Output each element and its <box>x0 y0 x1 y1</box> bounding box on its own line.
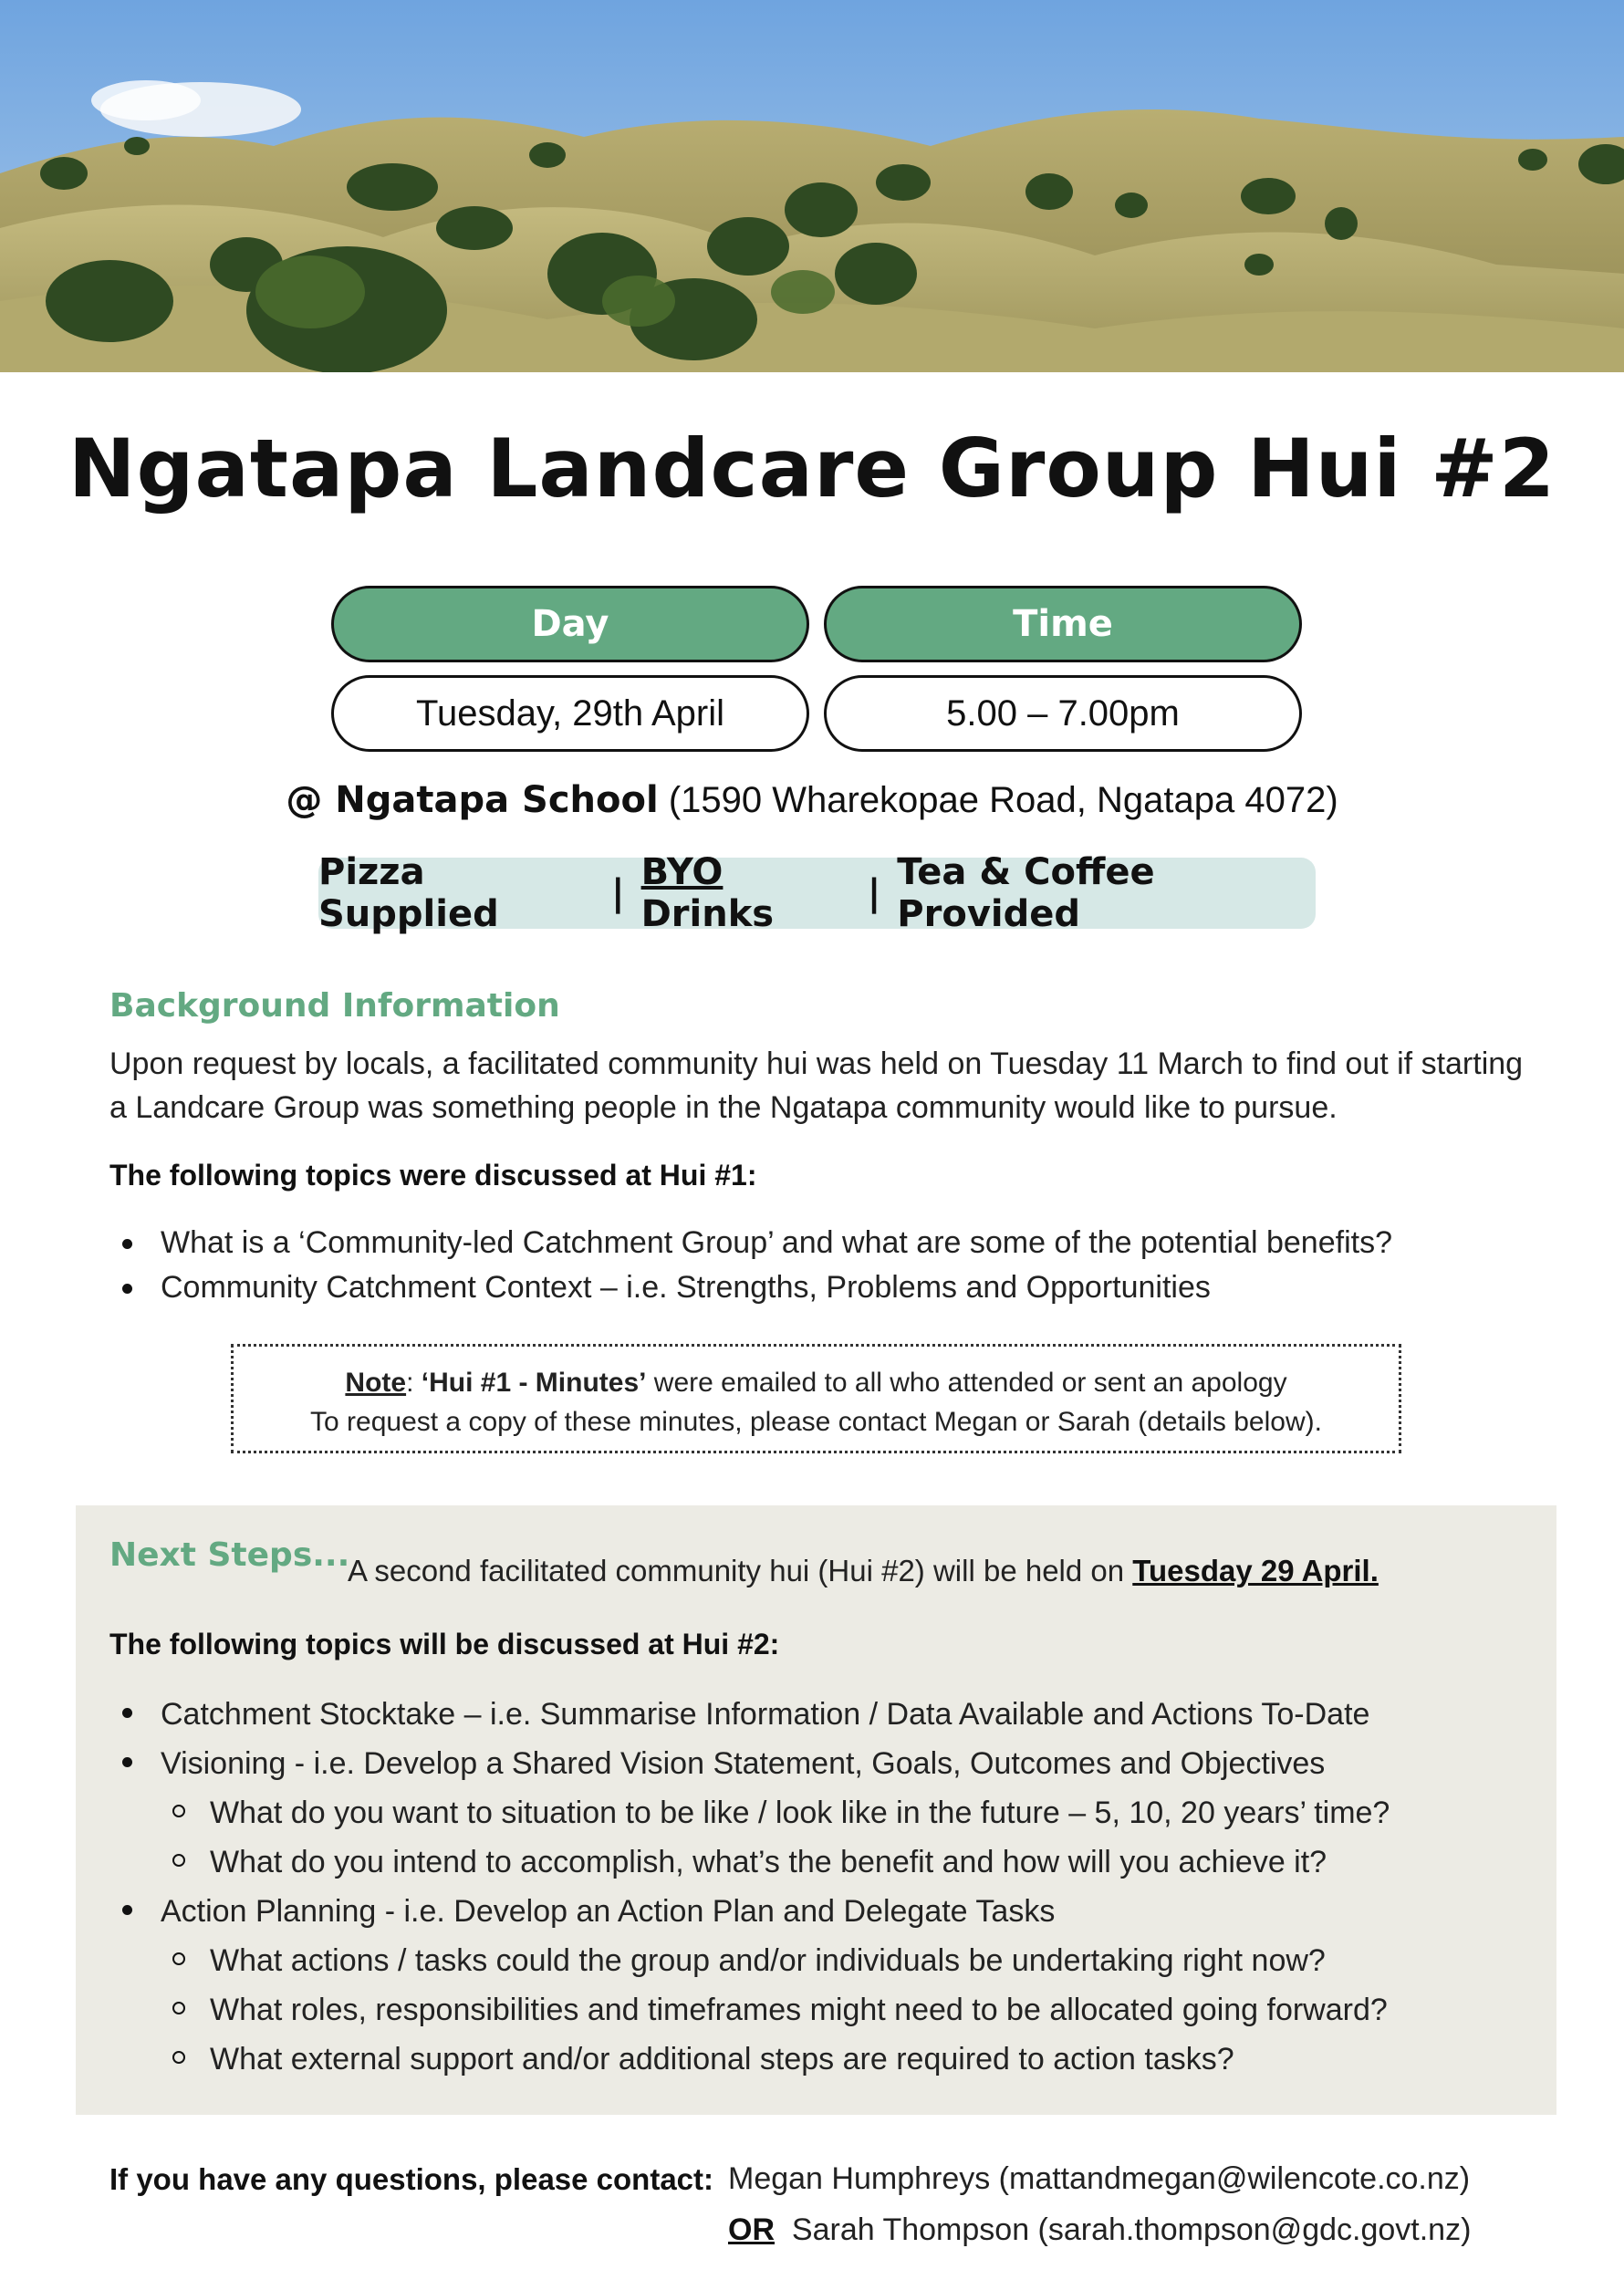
hui2-topics-list <box>109 1690 1390 2084</box>
day-value-pill: Tuesday, 29th April <box>331 675 809 752</box>
perk-drinks <box>641 851 851 935</box>
location-line <box>0 779 1624 821</box>
contact-megan[interactable]: Megan Humphreys (mattandmegan@wilencote.co.nz) <box>728 2161 1471 2196</box>
hero-landscape-image <box>0 0 1624 372</box>
location-venue: @ Ngatapa School <box>286 779 659 821</box>
list-subitem: What actions / tasks could the group and/or individuals be undertaking right now? <box>109 1936 1390 1985</box>
hui1-topics-list <box>109 1221 1392 1310</box>
time-header-pill: Time <box>824 586 1302 662</box>
list-subitem: What do you want to situation to be like / look like in the future – 5, 10, 20 years’ time? <box>109 1788 1390 1837</box>
background-heading: Background Information <box>109 987 560 1025</box>
note-line-1 <box>234 1363 1399 1402</box>
hui2-topics-heading: The following topics will be discussed at Hui #2: <box>109 1628 780 1660</box>
perk-separator: | <box>610 872 625 914</box>
note-minutes-title: ‘Hui #1 - Minutes’ <box>421 1368 647 1398</box>
contact-label: If you have any questions, please contact: <box>109 2162 714 2196</box>
day-header-pill: Day <box>331 586 809 662</box>
list-subitem: What external support and/or additional steps are required to action tasks? <box>109 2035 1390 2084</box>
note-line-2: To request a copy of these minutes, please contact Megan or Sarah (details below). <box>310 1407 1322 1437</box>
perk-byo: BYO <box>640 851 724 893</box>
contact-sarah[interactable]: Sarah Thompson (sarah.thompson@gdc.govt.nz) <box>791 2212 1472 2247</box>
next-hui-date: Tuesday 29 April. <box>1132 1554 1379 1587</box>
note-label: Note <box>345 1368 407 1398</box>
perk-tea-coffee: Tea & Coffee Provided <box>897 851 1155 935</box>
list-item: What is a ‘Community-led Catchment Group’ and what are some of the potential benefits? <box>109 1221 1392 1265</box>
contact-or: OR <box>728 2212 775 2247</box>
time-value-pill: 5.00 – 7.00pm <box>824 675 1302 752</box>
perk-separator: | <box>867 872 881 914</box>
note-colon: : <box>406 1368 414 1398</box>
page-title: Ngatapa Landcare Group Hui #2 <box>68 422 1556 515</box>
hui1-topics-heading: The following topics were discussed at Hui #1: <box>109 1159 757 1192</box>
list-subitem: What roles, responsibilities and timeframes might need to be allocated going forward? <box>109 1985 1390 2035</box>
note-line-1-rest: were emailed to all who attended or sent an apology <box>646 1368 1287 1398</box>
list-item: Visioning - i.e. Develop a Shared Vision Statement, Goals, Outcomes and Objectives <box>109 1739 1390 1788</box>
minutes-note-box <box>231 1344 1401 1453</box>
list-item: Community Catchment Context – i.e. Strengths, Problems and Opportunities <box>109 1265 1392 1310</box>
background-text: Upon request by locals, a facilitated community hui was held on Tuesday 11 March to find out if starting a Landcare Group was something people in the Ngatapa community would like to pursue. <box>109 1046 1524 1125</box>
perk-pizza: Pizza Supplied <box>318 851 499 935</box>
perks-banner <box>318 851 1316 935</box>
list-item: Catchment Stocktake – i.e. Summarise Information / Data Available and Actions To-Date <box>109 1690 1390 1739</box>
next-steps-intro <box>348 1549 1534 1593</box>
next-steps-heading: Next Steps... <box>109 1536 350 1574</box>
contact-sarah-line <box>728 2212 1471 2248</box>
next-steps-intro-text: A second facilitated community hui (Hui #2) will be held on <box>348 1554 1125 1587</box>
perk-drinks-label: Drinks <box>640 893 775 935</box>
location-address: (1590 Wharekopae Road, Ngatapa 4072) <box>668 780 1338 820</box>
list-subitem: What do you intend to accomplish, what’s the benefit and how will you achieve it? <box>109 1837 1390 1887</box>
list-item: Action Planning - i.e. Develop an Action Plan and Delegate Tasks <box>109 1887 1390 1936</box>
